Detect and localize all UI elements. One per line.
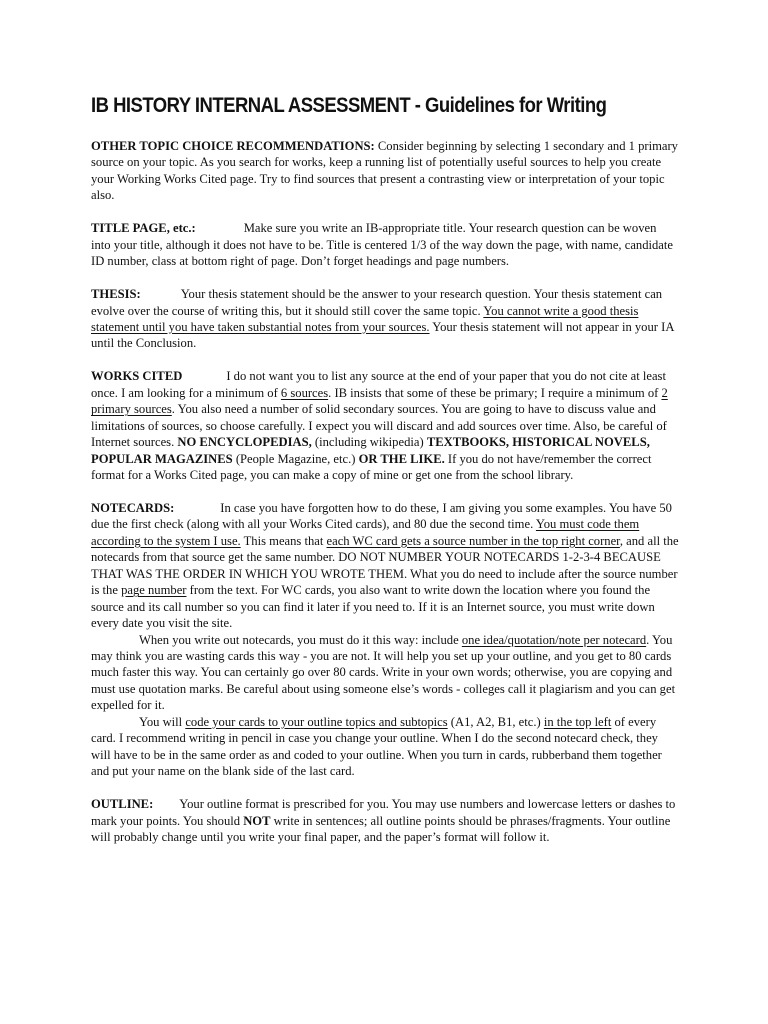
section-text: . You may think you are wasting cards this way - you are not. It will help you set up your outline, and you get to 80 cards much faster this way. You can certainly go over 80 cards. Write in your own words; otherwise, you are copying and must use quotation marks. Be careful about using someone else’s words - colleges call it plagiarism and you can get expelled for it. [91,632,676,713]
underlined-text: in the top left [543,714,612,729]
underlined-text: 2 primary sources [91,385,668,417]
section-thesis [91,286,679,352]
section-text: Your outline format is prescribed for you. You may use numbers and lowercase letters or dashes to mark your points. You should [91,797,676,828]
section-heading: WORKS CITED [91,369,183,384]
bold-text: NO ENCYCLOPEDIAS, [177,435,312,450]
bold-text: OR THE LIKE. [358,451,445,466]
section-topic-choice [91,138,679,204]
section-heading: OUTLINE: [91,797,154,812]
section-text: (A1, A2, B1, etc.) [447,714,544,729]
notecards-paragraph-3 [91,714,679,780]
underlined-text: You cannot write a good thesis statement until you have taken substantial notes from your sources. [91,303,639,334]
section-text: Consider beginning by selecting 1 secondary and 1 primary source on your topic. As you search for works, keep a running list of potentially useful sources to help you create your Working Works Cited page. Try to find sources that present a contrasting view or interpretation of your topic also. [91,139,678,203]
section-text: of every card. I recommend writing in pencil in case you change your outline. When I do the second notecard check, they will have to be in the same order as and coded to your outline. When you turn in cards, rubberband them together and put your name on the blank side of the last card. [91,714,662,779]
section-notecards [91,500,679,632]
underlined-text: page number [121,583,187,598]
document-body [91,138,679,862]
underlined-text: one idea/quotation/note per notecard [461,632,647,647]
section-text: (People Magazine, etc.) [232,451,359,466]
section-heading: OTHER TOPIC CHOICE RECOMMENDATIONS: [91,139,375,153]
underlined-text: each WC card gets a source number in the top right corner [326,533,620,548]
section-works-cited [91,368,679,483]
section-text: This means that [240,533,327,548]
page-title: IB HISTORY INTERNAL ASSESSMENT - Guidelines for Writing [91,93,607,117]
section-outline [91,796,679,845]
section-text: write in sentences; all outline points should be phrases/fragments. Your outline will probably change until you write your final paper, and the paper’s format will follow it. [91,813,671,844]
section-heading: NOTECARDS: [91,500,175,515]
underlined-text: code your cards to your outline topics and subtopics [185,714,448,729]
section-text: Your thesis statement will not appear in your IA until the Conclusion. [91,319,674,351]
bold-text: TEXTBOOKS, HISTORICAL NOVELS, POPULAR MAGAZINES [91,435,650,466]
section-text: (including wikipedia) [311,435,427,450]
section-text: from the text. For WC cards, you also want to write down the location where you found the source and its call number so you can find it later if you need to. If it is an Internet source, you must write down every date you visit the site. [91,583,655,631]
section-text: Your thesis statement should be the answer to your research question. Your thesis statement can evolve over the course of writing this, but it should still cover the same topic. [91,287,663,318]
section-text: . You also need a number of solid secondary sources. You are going to have to discuss value and limitations of sources, so choose carefully. I expect you will discard and add sources over time. Also, be careful of Internet sources. [91,402,667,450]
section-heading: TITLE PAGE, etc.: [91,221,196,236]
underlined-text: 6 sources [280,385,329,400]
section-title-page [91,220,679,269]
section-text: If you do not have/remember the correct format for a Works Cited page, you can make a copy of mine or get one from the school library. [91,451,652,483]
section-text: You will [139,714,186,729]
section-text: I do not want you to list any source at the end of your paper that you do not cite at least once. I am looking for a minimum of [91,369,666,400]
section-text: When you write out notecards, you must do it this way: include [139,632,462,647]
section-heading: THESIS: [91,287,141,302]
section-text: In case you have forgotten how to do these, I am giving you some examples. You have 50 due the first check (along with all your Works Cited cards), and 80 due the second time. [91,500,672,532]
underlined-text: You must code them according to the system I use. [91,517,640,548]
section-text: . IB insists that some of these be primary; I require a minimum of [328,385,662,400]
section-text: , and all the notecards from that source get the same number. DO NOT NUMBER YOUR NOTECARDS 1-2-3-4 BECAUSE THAT WAS THE ORDER IN WHICH YOU WROTE THEM. What you do need to include after the source number is the [91,533,679,598]
bold-text: NOT [243,813,271,828]
section-text: Make sure you write an IB-appropriate title. Your research question can be woven into your title, although it does not have to be. Title is centered 1/3 of the way down the page, with name, candidate ID number, class at bottom right of page. Don’t forget headings and page numbers. [91,221,673,269]
notecards-paragraph-2 [91,632,679,714]
